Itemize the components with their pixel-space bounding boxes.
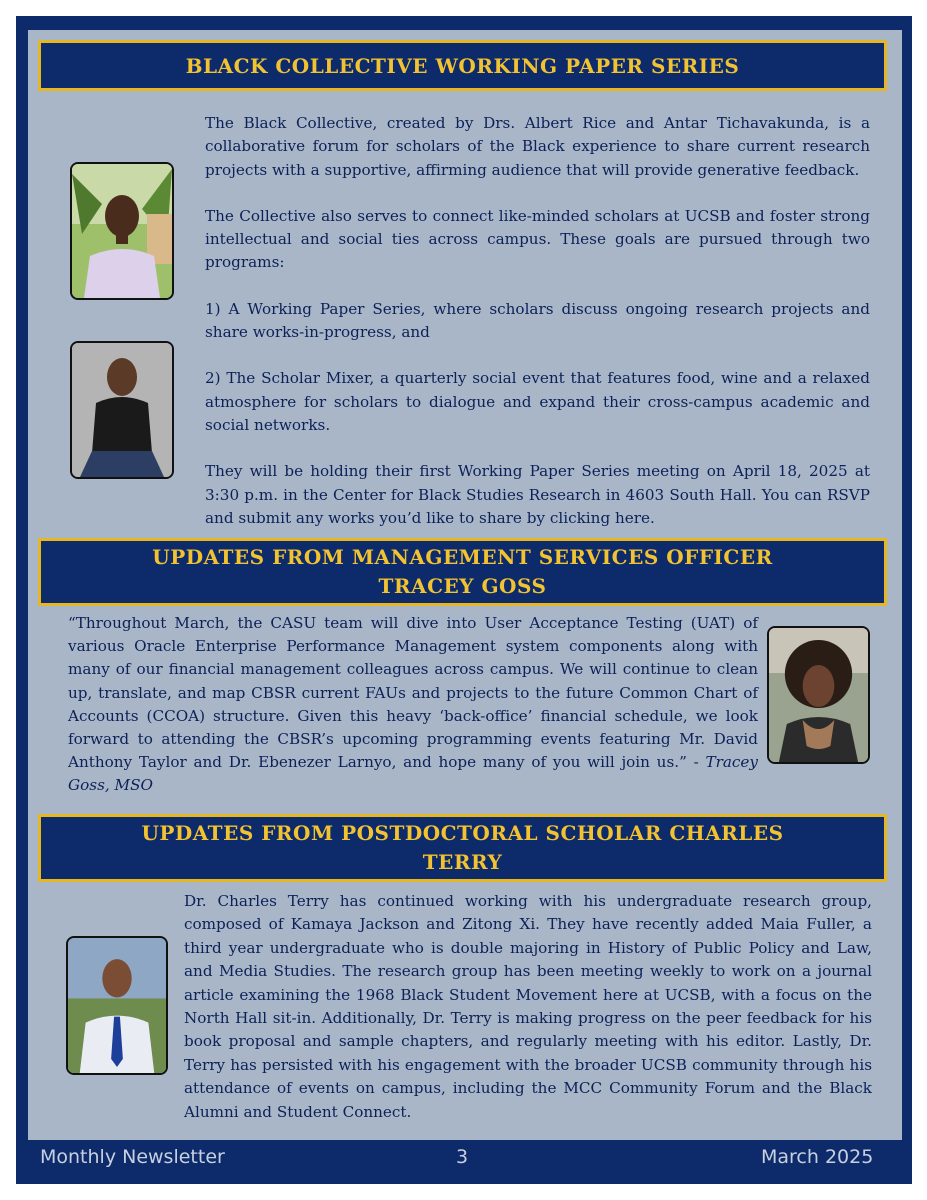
section-title-line: TRACEY GOSS (378, 574, 547, 598)
black-collective-body (205, 112, 870, 530)
quote-text: “Throughout March, the CASU team will dive into User Acceptance Testing (UAT) of various Oracle Enterprise Performance Management system components along with many of our financial management colleagues across campus. We will continue to clean up, translate, and map CBSR current FAUs and projects to the future Common Chart of Accounts (CCOA) structure. Given this heavy ‘back-office’ financial schedule, we look forward to attending the CBSR’s upcoming programming events featuring Mr. David Anthony Taylor and Dr. Ebenezer Larnyo, and hope many of you will join us.” - (68, 614, 758, 772)
section-heading-postdoc-updates (38, 814, 887, 882)
paragraph: The Black Collective, created by Drs. Albert Rice and Antar Tichavakunda, is a collaborative forum for scholars of the Black experience to share current research projects with a supportive, affirming audience that will provide generative feedback. (205, 114, 870, 179)
portrait-photo-tracey-goss (767, 626, 870, 764)
footer-page-number: 3 (456, 1146, 469, 1168)
mso-quote (68, 612, 758, 798)
paragraph: Dr. Charles Terry has continued working with his undergraduate research group, composed of Kamaya Jackson and Zitong Xi. They have recently added Maia Fuller, a third year undergraduate who is double majoring in History of Public Policy and Law, and Media Studies. The research group has been meeting weekly to work on a journal article examining the 1968 Black Student Movement here at UCSB, with a focus on the North Hall sit-in. Additionally, Dr. Terry is making progress on the peer feedback for his book proposal and sample chapters, and regularly meeting with his editor. Lastly, Dr. Terry has persisted with his engagement with the broader UCSB community through his attendance of events on campus, including the MCC Community Forum and the Black Alumni and Student Connect. (184, 892, 872, 1121)
section-heading-mso-updates (38, 538, 887, 606)
portrait-photo-albert-rice (70, 162, 174, 300)
paragraph: 1) A Working Paper Series, where scholars discuss ongoing research projects and share works-in-progress, and (205, 299, 870, 342)
paragraph: They will be holding their first Working Paper Series meeting on April 18, 2025 at 3:30 p.m. in the Center for Black Studies Research in 4603 South Hall. You can RSVP and submit any works you’d like to share by clicking here. (205, 462, 870, 527)
portrait-photo-charles-terry (66, 936, 168, 1075)
portrait-photo-antar-tichavakunda (70, 341, 174, 479)
section-heading-black-collective (38, 40, 887, 91)
section-title: BLACK COLLECTIVE WORKING PAPER SERIES (185, 53, 740, 78)
footer-newsletter-label: Monthly Newsletter (40, 1146, 225, 1168)
paragraph: The Collective also serves to connect like-minded scholars at UCSB and foster strong intellectual and social ties across campus. These goals are pursued through two programs: (205, 206, 870, 272)
quote-attribution: Tracey Goss, MSO (68, 753, 758, 795)
postdoc-body (184, 890, 872, 1124)
paragraph: 2) The Scholar Mixer, a quarterly social event that features food, wine and a relaxed atmosphere for scholars to dialogue and expand their cross-campus academic and social networks. (205, 369, 870, 434)
footer-date: March 2025 (761, 1146, 874, 1168)
section-title-line: TERRY (422, 850, 503, 874)
section-title-line: UPDATES FROM MANAGEMENT SERVICES OFFICER (152, 545, 773, 569)
section-title-line: UPDATES FROM POSTDOCTORAL SCHOLAR CHARLES (141, 821, 784, 845)
